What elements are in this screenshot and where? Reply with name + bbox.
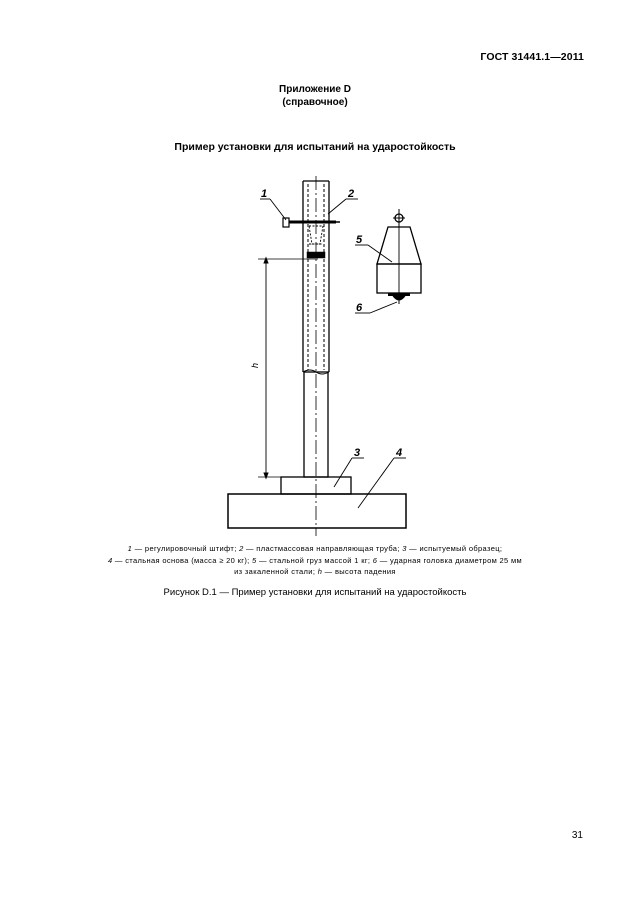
callout-leaders <box>260 199 406 508</box>
annex-subtitle: (справочное) <box>282 97 348 108</box>
callout-1: 1 <box>261 188 268 200</box>
legend-key-5: 5 <box>252 555 257 565</box>
callout-2: 2 <box>348 188 355 200</box>
legend-text-6: — ударная головка диаметром 25 мм <box>377 555 523 565</box>
standard-code: ГОСТ 31441.1—2011 <box>480 51 584 63</box>
legend-text-2: — пластмассовая направляющая труба; <box>243 544 403 553</box>
legend-key-2: 2 <box>239 544 244 553</box>
annex-heading <box>0 83 630 109</box>
callout-3: 3 <box>354 447 361 459</box>
figure-legend <box>60 543 570 578</box>
legend-text-1: — регулировочный штифт; <box>132 544 240 553</box>
legend-line-3 <box>60 566 570 578</box>
figure-caption: Рисунок D.1 — Пример установки для испытаний на ударостойкость <box>163 587 467 598</box>
height-dimension <box>258 259 318 477</box>
legend-key-h: h <box>317 567 323 576</box>
legend-line-1 <box>60 543 570 555</box>
section-title: Пример установки для испытаний на ударостойкость <box>174 141 456 153</box>
callout-6: 6 <box>356 302 363 314</box>
impact-test-diagram <box>0 170 630 540</box>
legend-line-2 <box>60 555 570 567</box>
legend-text-h: — высота падения <box>322 567 396 576</box>
legend-key-4: 4 <box>107 555 113 565</box>
dimension-label-h: h <box>250 362 260 368</box>
callout-5: 5 <box>356 234 363 246</box>
legend-text-7: из закаленной стали; <box>234 567 318 576</box>
legend-text-3: — испытуемый образец; <box>406 544 503 553</box>
legend-text-4: — стальная основа (масса ≥ 20 кг); <box>112 555 253 565</box>
callout-4: 4 <box>396 447 403 459</box>
annex-title: Приложение D <box>279 84 351 95</box>
legend-key-6: 6 <box>372 555 378 565</box>
adjusting-pin <box>283 218 340 227</box>
page-number: 31 <box>571 830 583 841</box>
legend-key-1: 1 <box>127 544 133 553</box>
legend-text-5: — стальной груз массой 1 кг; <box>256 555 373 565</box>
steel-base <box>228 494 406 528</box>
legend-key-3: 3 <box>402 544 407 553</box>
